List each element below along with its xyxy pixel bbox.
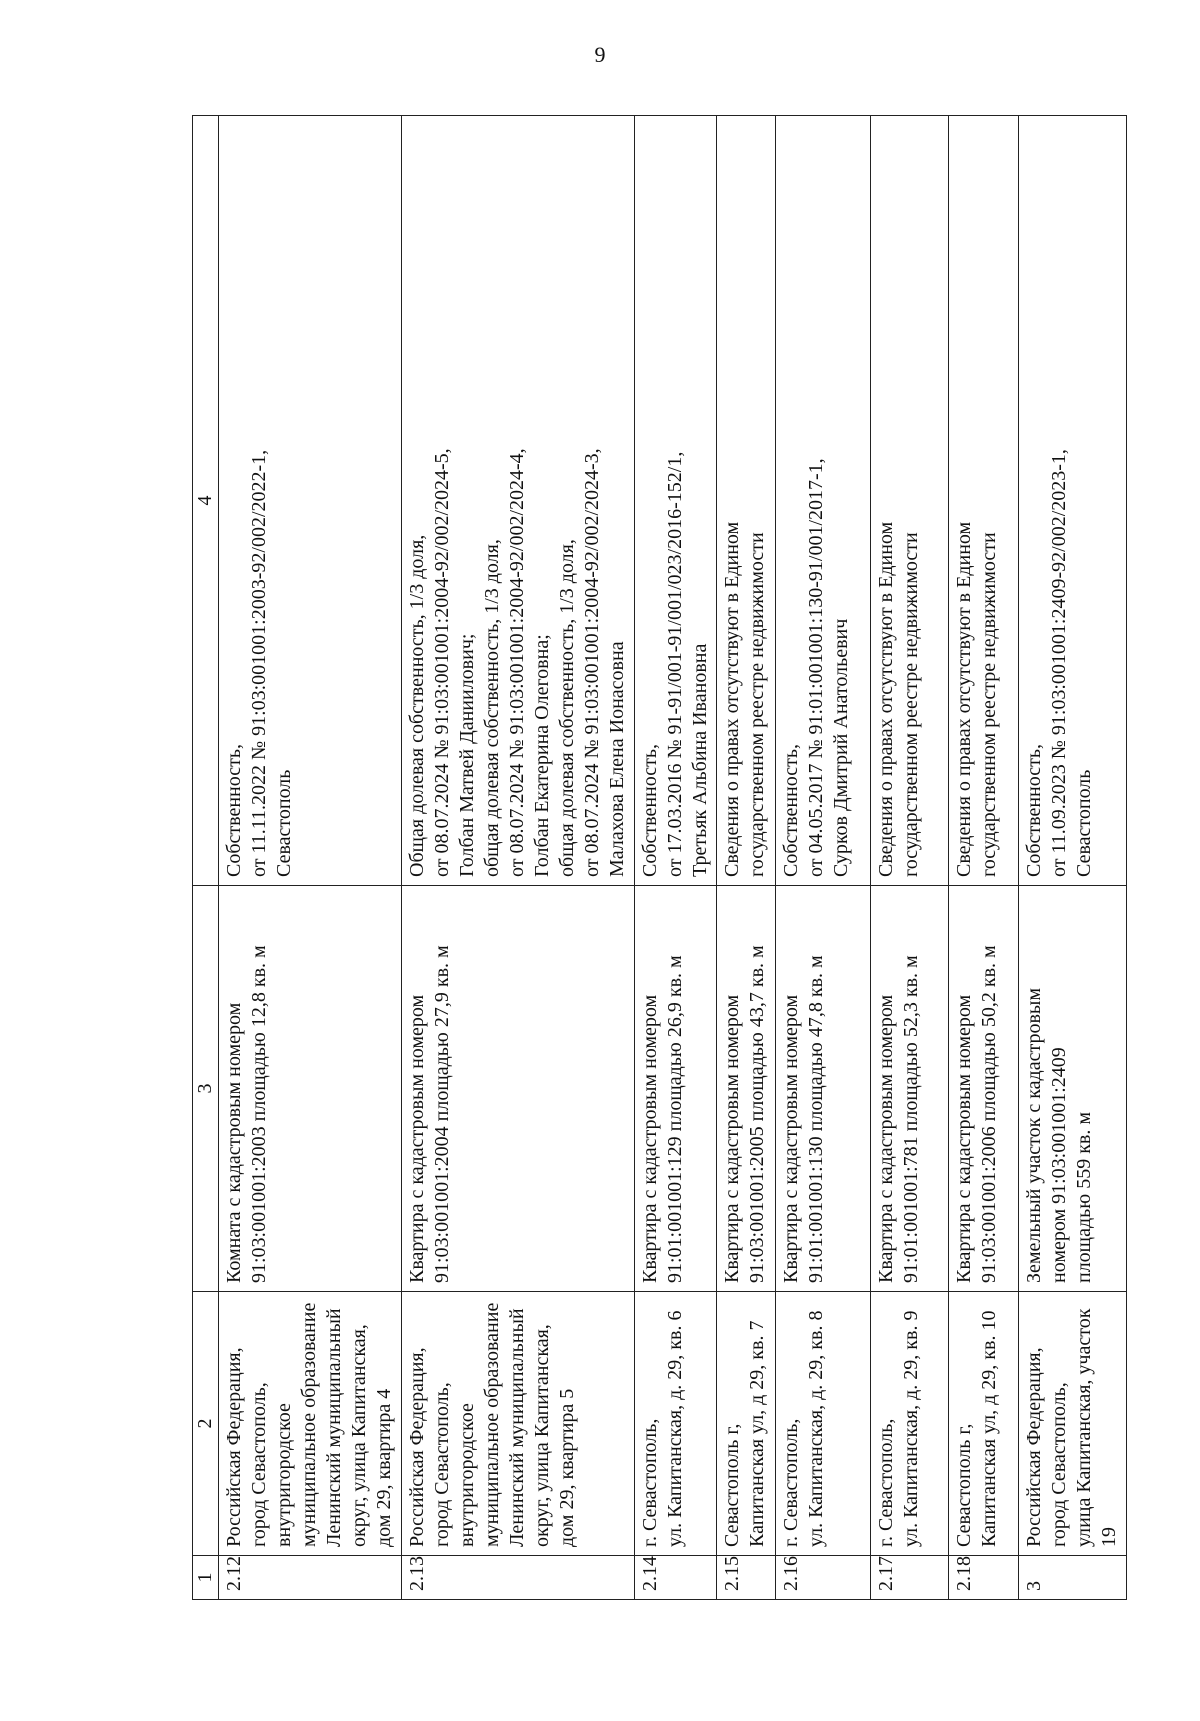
address-cell: Севастополь г, Капитанская ул, д 29, кв. 10 (949, 1292, 1019, 1556)
table-row (949, 116, 1019, 1600)
row-number: 2.15 (717, 1556, 776, 1600)
object-cell: Квартира с кадастровым номером 91:03:001001:2005 площадью 43,7 кв. м (717, 886, 776, 1292)
object-cell: Комната с кадастровым номером 91:03:001001:2003 площадью 12,8 кв. м (219, 886, 402, 1292)
address-cell: Севастополь г, Капитанская ул, д 29, кв. 7 (717, 1292, 776, 1556)
table-row (401, 116, 634, 1600)
table-row (776, 116, 870, 1600)
rights-cell: Сведения о правах отсутствуют в Едином государственном реестре недвижимости (717, 116, 776, 886)
object-cell: Квартира с кадастровым номером 91:01:001001:129 площадью 26,9 кв. м (634, 886, 716, 1292)
row-number: 2.14 (634, 1556, 716, 1600)
property-table (192, 115, 1127, 1600)
row-number: 2.16 (776, 1556, 870, 1600)
rights-cell: Собственность, от 17.03.2016 № 91-91/001-91/001/023/2016-152/1, Третьяк Альбина Ивановна (634, 116, 716, 886)
rotated-table-wrapper (192, 115, 1127, 1600)
row-number: 3 (1019, 1556, 1127, 1600)
object-cell: Квартира с кадастровым номером 91:03:001001:2006 площадью 50,2 кв. м (949, 886, 1019, 1292)
rights-cell: Общая долевая собственность, 1/3 доля, от 08.07.2024 № 91:03:001001:2004-92/002/2024-5, Голбан Матвей Даниилович; общая долевая собственность, 1/3 доля, от 08.07.2024 № 91:03:001001:2004-92/002/2024-4, Голбан Екатерина Олеговна; общая долевая собственность, 1/3 доля, от 08.07.2024 № 91:03:001001:2004-92/002/2024-3, Малахова Елена Ионасовна (401, 116, 634, 886)
rights-cell: Собственность, от 04.05.2017 № 91:01:001001:130-91/001/2017-1, Сурков Дмитрий Анатольевич (776, 116, 870, 886)
column-header-2: 2 (193, 1292, 219, 1556)
row-number: 2.13 (401, 1556, 634, 1600)
header-row (193, 116, 219, 1600)
rights-cell: Собственность, от 11.11.2022 № 91:03:001001:2003-92/002/2022-1, Севастополь (219, 116, 402, 886)
rights-cell: Сведения о правах отсутствуют в Едином государственном реестре недвижимости (870, 116, 948, 886)
rights-cell: Сведения о правах отсутствуют в Едином государственном реестре недвижимости (949, 116, 1019, 886)
table-row (717, 116, 776, 1600)
address-cell: Российская Федерация, город Севастополь, внутригородское муниципальное образование Ленинский муниципальный округ, улица Капитанская, дом 29, квартира 5 (401, 1292, 634, 1556)
column-header-3: 3 (193, 886, 219, 1292)
column-header-1: 1 (193, 1556, 219, 1600)
object-cell: Квартира с кадастровым номером 91:03:001001:2004 площадью 27,9 кв. м (401, 886, 634, 1292)
table-row (219, 116, 402, 1600)
address-cell: г. Севастополь, ул. Капитанская, д. 29, кв. 9 (870, 1292, 948, 1556)
page-number: 9 (594, 42, 606, 67)
address-cell: Российская Федерация, город Севастополь, улица Капитанская, участок 19 (1019, 1292, 1127, 1556)
address-cell: г. Севастополь, ул. Капитанская, д. 29, кв. 8 (776, 1292, 870, 1556)
address-cell: Российская Федерация, город Севастополь, внутригородское муниципальное образование Ленинский муниципальный округ, улица Капитанская, дом 29, квартира 4 (219, 1292, 402, 1556)
address-cell: г. Севастополь, ул. Капитанская, д. 29, кв. 6 (634, 1292, 716, 1556)
object-cell: Квартира с кадастровым номером 91:01:001001:781 площадью 52,3 кв. м (870, 886, 948, 1292)
row-number: 2.17 (870, 1556, 948, 1600)
table-row (634, 116, 716, 1600)
table-row (1019, 116, 1127, 1600)
rights-cell: Собственность, от 11.09.2023 № 91:03:001001:2409-92/002/2023-1, Севастополь (1019, 116, 1127, 886)
row-number: 2.12 (219, 1556, 402, 1600)
object-cell: Земельный участок с кадастровым номером 91:03:001001:2409 площадью 559 кв. м (1019, 886, 1127, 1292)
table-row (870, 116, 948, 1600)
object-cell: Квартира с кадастровым номером 91:01:001001:130 площадью 47,8 кв. м (776, 886, 870, 1292)
row-number: 2.18 (949, 1556, 1019, 1600)
column-header-4: 4 (193, 116, 219, 886)
